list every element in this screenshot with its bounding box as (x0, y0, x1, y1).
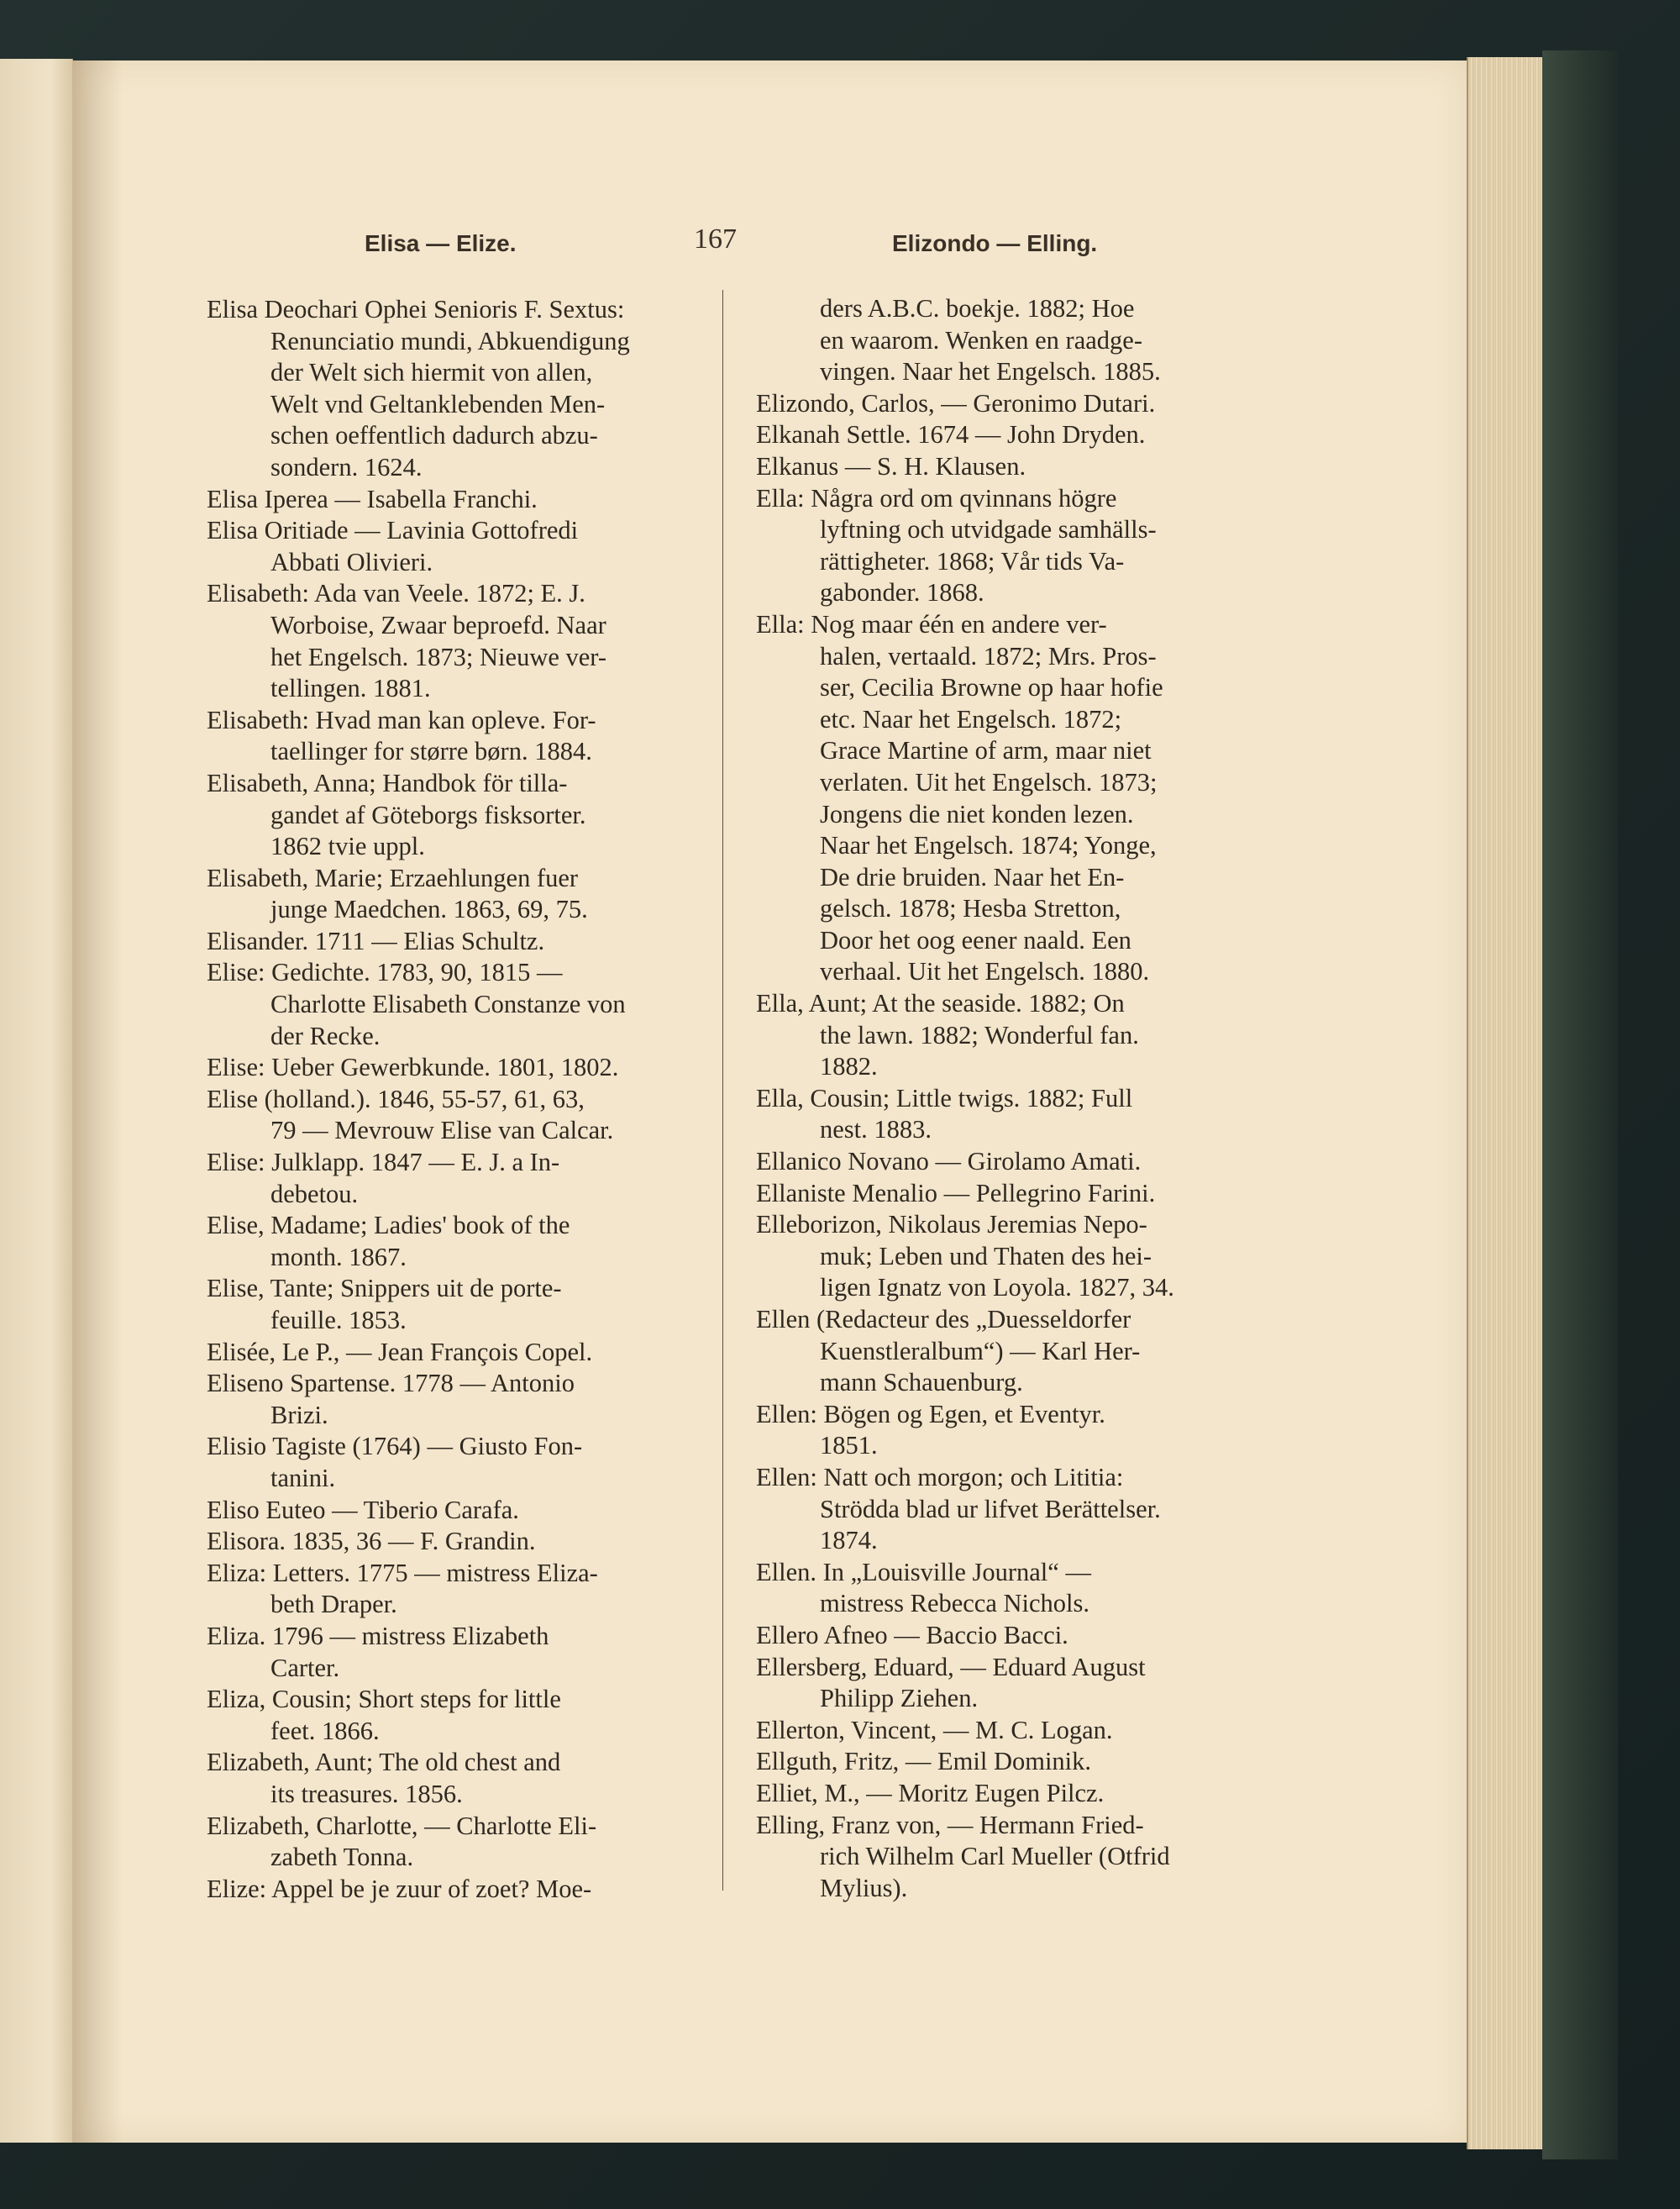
entry-line: Elizondo, Carlos, — Geronimo Dutari. (756, 388, 1156, 418)
entry-line: Ellaniste Menalio — Pellegrino Farini. (756, 1178, 1156, 1207)
entry-line: Ellerton, Vincent, — M. C. Logan. (756, 1715, 1113, 1744)
entry-line: Elizabeth, Aunt; The old chest and (207, 1748, 561, 1777)
entry-continuation-line: lyftning och utvidgade samhälls- (820, 515, 1157, 544)
entry-continuation-line: Mylius). (820, 1873, 908, 1902)
entry-line: Ellen (Redacteur des „Duesseldorfer (756, 1305, 1131, 1333)
entry-continuation-line: taellinger for større børn. 1884. (270, 737, 592, 766)
entry-line: Elise, Tante; Snippers uit de porte- (207, 1274, 562, 1303)
gutter-shadow (72, 60, 123, 2143)
entry-continuation-line: the lawn. 1882; Wonderful fan. (820, 1020, 1139, 1049)
entry-continuation-line: ders A.B.C. boekje. 1882; Hoe (820, 294, 1135, 323)
entry-line: Eliza. 1796 — mistress Elizabeth (207, 1621, 549, 1650)
entry-continuation-line: sondern. 1624. (270, 452, 423, 481)
entry-continuation-line: 1851. (820, 1431, 878, 1460)
entry-continuation-line: mann Schauenburg. (820, 1368, 1023, 1397)
entry-continuation-line: vingen. Naar het Engelsch. 1885. (820, 357, 1161, 387)
entry-continuation-line: ligen Ignatz von Loyola. 1827, 34. (820, 1273, 1174, 1302)
entry-line: Elisio Tagiste (1764) — Giusto Fon- (207, 1432, 583, 1461)
cover-edge (1542, 50, 1618, 2159)
entry-continuation-line: Welt vnd Geltanklebenden Men- (270, 389, 606, 418)
column-rule (722, 290, 723, 1891)
entry-line: Elisa Deochari Ophei Senioris F. Sextus: (207, 295, 625, 323)
entry-continuation-line: tellingen. 1881. (270, 674, 431, 703)
entry-continuation-line: feuille. 1853. (270, 1306, 407, 1334)
entry-continuation-line: halen, vertaald. 1872; Mrs. Pros- (820, 641, 1157, 671)
entry-line: Elkanah Settle. 1674 — John Dryden. (756, 420, 1146, 450)
right-column (756, 293, 1260, 1904)
entry-line: Elkanus — S. H. Klausen. (756, 451, 1026, 481)
entry-line: Elise (holland.). 1846, 55-57, 61, 63, (207, 1084, 585, 1113)
page-fore-edge (1467, 57, 1544, 2149)
entry-continuation-line: etc. Naar het Engelsch. 1872; (820, 704, 1122, 734)
entry-continuation-line: der Recke. (270, 1021, 381, 1050)
entry-line: Elliet, M., — Moritz Eugen Pilcz. (756, 1778, 1105, 1807)
entry-line: Eliza: Letters. 1775 — mistress Eliza- (207, 1558, 598, 1587)
entry-line: Elleborizon, Nikolaus Jeremias Nepo- (756, 1210, 1147, 1239)
entry-line: Elisabeth, Anna; Handbok för tilla- (207, 768, 568, 797)
left-column (207, 294, 702, 1905)
entry-continuation-line: ser, Cecilia Browne op haar hofie (820, 673, 1163, 702)
entry-continuation-line: Carter. (270, 1653, 340, 1682)
entry-line: Ellen. In „Louisville Journal“ — (756, 1557, 1091, 1586)
entry-continuation-line: gelsch. 1878; Hesba Stretton, (820, 894, 1121, 923)
entry-continuation-line: Naar het Engelsch. 1874; Yonge, (820, 831, 1157, 860)
entry-continuation-line: gandet af Göteborgs fisksorter. (270, 800, 586, 829)
entry-continuation-line: 1862 tvie uppl. (270, 832, 425, 861)
entry-continuation-line: Strödda blad ur lifvet Berättelser. (820, 1494, 1161, 1523)
entry-line: Elise: Ueber Gewerbkunde. 1801, 1802. (207, 1053, 619, 1082)
entry-continuation-line: 1882. (820, 1052, 878, 1081)
entry-line: Elise: Julklapp. 1847 — E. J. a In- (207, 1148, 560, 1177)
entry-continuation-line: verhaal. Uit het Engelsch. 1880. (820, 957, 1150, 986)
running-head-right: Elizondo — Elling. (892, 230, 1098, 256)
entry-line: Elize: Appel be je zuur of zoet? Moe- (207, 1874, 592, 1903)
entry-line: Ellguth, Fritz, — Emil Dominik. (756, 1747, 1092, 1776)
entry-continuation-line: Worboise, Zwaar beproefd. Naar (270, 610, 606, 639)
entry-continuation-line: gabonder. 1868. (820, 578, 984, 607)
entry-line: Ellero Afneo — Baccio Bacci. (756, 1620, 1068, 1649)
entry-line: Ellen: Bögen og Egen, et Eventyr. (756, 1399, 1105, 1428)
entry-line: Elisander. 1711 — Elias Schultz. (207, 926, 545, 955)
entry-continuation-line: its treasures. 1856. (270, 1779, 463, 1808)
entry-continuation-line: Brizi. (270, 1400, 328, 1429)
entry-continuation-line: De drie bruiden. Naar het En- (820, 862, 1125, 891)
entry-line: Elling, Franz von, — Hermann Fried- (756, 1810, 1144, 1839)
entry-line: Elisée, Le P., — Jean François Copel. (207, 1337, 593, 1366)
entry-continuation-line: Charlotte Elisabeth Constanze von (270, 990, 626, 1019)
entry-continuation-line: 79 — Mevrouw Elise van Calcar. (270, 1116, 614, 1145)
entry-line: Ella, Cousin; Little twigs. 1882; Full (756, 1083, 1133, 1112)
entry-line: Elisabeth, Marie; Erzaehlungen fuer (207, 863, 579, 892)
entry-continuation-line: verlaten. Uit het Engelsch. 1873; (820, 767, 1158, 797)
running-head-left: Elisa — Elize. (365, 230, 517, 256)
entry-line: Ella, Aunt; At the seaside. 1882; On (756, 989, 1125, 1018)
entry-line: Elisa Iperea — Isabella Franchi. (207, 484, 538, 513)
entry-continuation-line: zabeth Tonna. (270, 1843, 414, 1872)
entry-continuation-line: junge Maedchen. 1863, 69, 75. (270, 895, 588, 924)
entry-line: Elise: Gedichte. 1783, 90, 1815 — (207, 958, 563, 987)
entry-continuation-line: month. 1867. (270, 1242, 407, 1271)
entry-line: Elisa Oritiade — Lavinia Gottofredi (207, 516, 579, 545)
entry-continuation-line: debetou. (270, 1179, 359, 1208)
entry-continuation-line: schen oeffentlich dadurch abzu- (270, 421, 598, 450)
entry-line: Eliseno Spartense. 1778 — Antonio (207, 1369, 575, 1398)
entry-continuation-line: Grace Martine of arm, maar niet (820, 736, 1152, 765)
entry-continuation-line: Kuenstleralbum“) — Karl Her- (820, 1336, 1141, 1365)
entry-continuation-line: muk; Leben und Thaten des hei- (820, 1241, 1152, 1270)
entry-continuation-line: feet. 1866. (270, 1716, 380, 1745)
entry-line: Ellen: Natt och morgon; och Lititia: (756, 1462, 1124, 1491)
entry-continuation-line: Door het oog eener naald. Een (820, 925, 1131, 955)
entry-continuation-line: 1874. (820, 1526, 878, 1555)
entry-line: Elisabeth: Ada van Veele. 1872; E. J. (207, 579, 585, 608)
entry-line: Eliso Euteo — Tiberio Carafa. (207, 1495, 519, 1524)
entry-continuation-line: Jongens die niet konden lezen. (820, 799, 1134, 828)
entry-continuation-line: het Engelsch. 1873; Nieuwe ver- (270, 642, 606, 671)
entry-continuation-line: tanini. (270, 1463, 336, 1492)
entry-line: Elisabeth: Hvad man kan opleve. For- (207, 705, 596, 734)
entry-line: Elizabeth, Charlotte, — Charlotte Eli- (207, 1811, 597, 1840)
entry-continuation-line: en waarom. Wenken en raadge- (820, 325, 1142, 355)
entry-continuation-line: der Welt sich hiermit von allen, (270, 358, 593, 387)
page-number: 167 (694, 224, 737, 255)
entry-line: Eliza, Cousin; Short steps for little (207, 1685, 561, 1714)
entry-line: Ella: Nog maar één en andere ver- (756, 609, 1107, 639)
entry-continuation-line: Philipp Ziehen. (820, 1684, 979, 1713)
entry-continuation-line: Abbati Olivieri. (270, 547, 433, 576)
entry-continuation-line: rich Wilhelm Carl Mueller (Otfrid (820, 1842, 1170, 1871)
entry-continuation-line: beth Draper. (270, 1590, 397, 1619)
entry-line: Elisora. 1835, 36 — F. Grandin. (207, 1527, 536, 1556)
entry-line: Ella: Några ord om qvinnans högre (756, 483, 1117, 513)
entry-continuation-line: nest. 1883. (820, 1115, 932, 1144)
entry-line: Ellersberg, Eduard, — Eduard August (756, 1652, 1146, 1681)
entry-continuation-line: rättigheter. 1868; Vår tids Va- (820, 546, 1125, 576)
facing-page-edge (0, 59, 73, 2143)
entry-line: Ellanico Novano — Girolamo Amati. (756, 1147, 1142, 1176)
entry-continuation-line: Renunciatio mundi, Abkuendigung (270, 326, 630, 355)
entry-continuation-line: mistress Rebecca Nichols. (820, 1589, 1090, 1618)
entry-line: Elise, Madame; Ladies' book of the (207, 1211, 570, 1240)
